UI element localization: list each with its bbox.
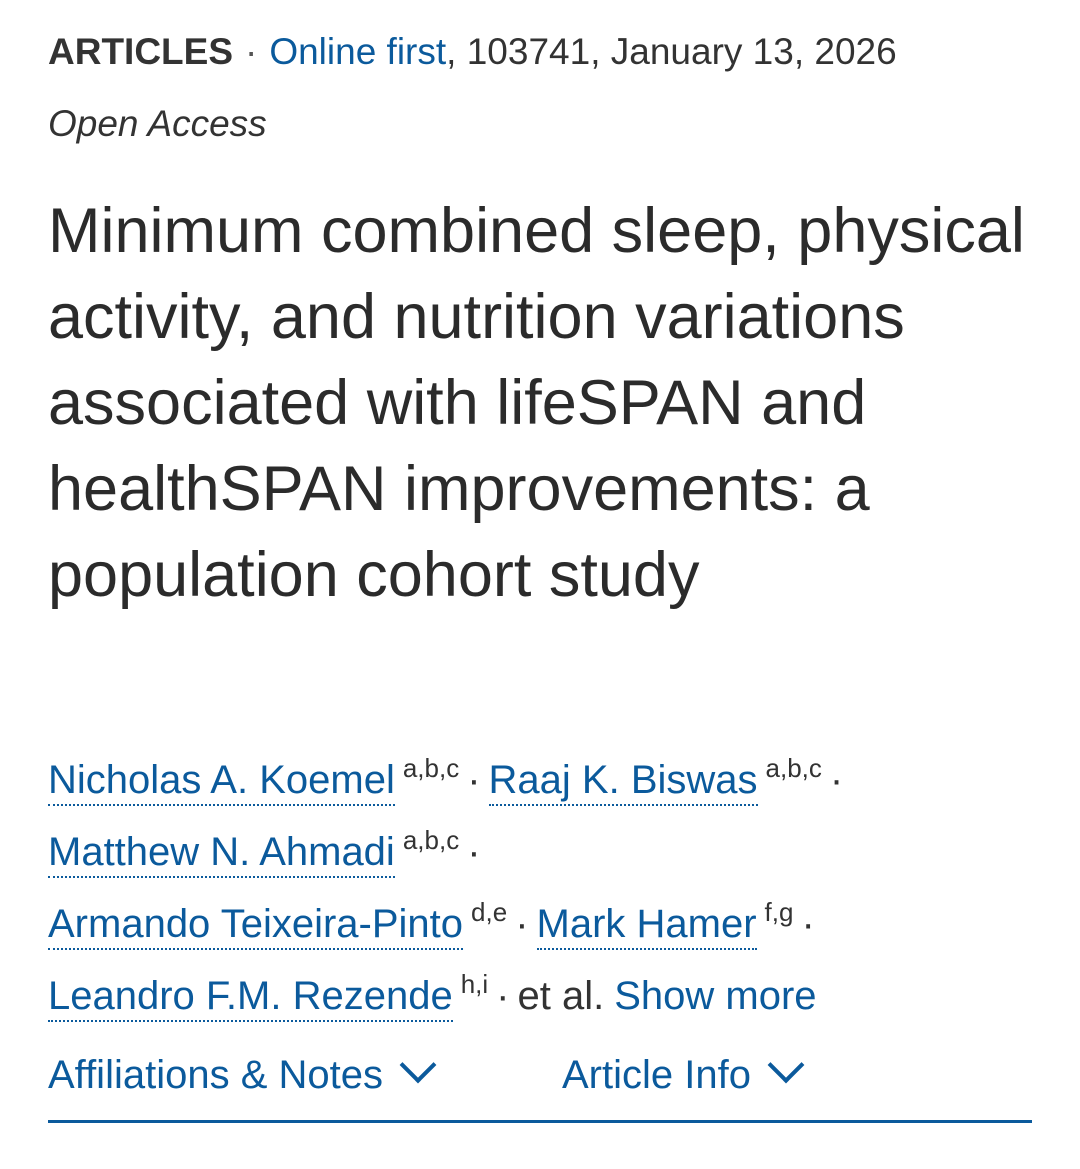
article-meta-line <box>48 28 897 76</box>
article-tabs <box>48 1046 1032 1123</box>
author-separator: · <box>467 830 481 874</box>
article-title: Minimum combined sleep, physical activity, and nutrition variations associated with lifeSPAN and healthSPAN improvements: a population cohort study <box>48 196 1025 610</box>
article-number-date: , 103741, January 13, 2026 <box>446 31 897 72</box>
author-affiliation-sup: a,b,c <box>402 753 460 783</box>
author-affiliation-sup: h,i <box>460 969 489 999</box>
author-link-teixeira-pinto[interactable]: Armando Teixeira-Pinto <box>48 902 463 950</box>
author-separator: · <box>515 902 529 946</box>
author-line <box>48 804 1038 876</box>
author-affiliation-sup: a,b,c <box>765 753 822 783</box>
meta-separator: · <box>245 31 258 72</box>
author-line <box>48 948 1038 1020</box>
chevron-down-icon <box>400 1047 437 1084</box>
author-affiliation-sup: f,g <box>764 897 794 927</box>
author-link-koemel[interactable]: Nicholas A. Koemel <box>48 758 395 806</box>
open-access-label: Open Access <box>48 103 267 144</box>
et-al-text: et al. <box>517 974 605 1018</box>
author-separator: · <box>829 758 844 802</box>
chevron-down-icon <box>768 1047 805 1084</box>
author-separator: · <box>496 974 510 1018</box>
section-label: ARTICLES <box>48 31 233 72</box>
author-separator: · <box>801 902 815 946</box>
affiliations-notes-toggle[interactable] <box>48 1046 431 1104</box>
author-link-rezende[interactable]: Leandro F.M. Rezende <box>48 974 453 1022</box>
author-separator: · <box>467 758 481 802</box>
article-info-label: Article Info <box>562 1053 751 1097</box>
author-line <box>48 732 1038 804</box>
affiliations-notes-label: Affiliations & Notes <box>48 1053 383 1097</box>
author-affiliation-sup: a,b,c <box>402 825 460 855</box>
author-link-hamer[interactable]: Mark Hamer <box>537 902 757 950</box>
author-affiliation-sup: d,e <box>471 897 508 927</box>
author-line <box>48 876 1038 948</box>
author-link-biswas[interactable]: Raaj K. Biswas <box>489 758 758 806</box>
online-first-link[interactable]: Online first <box>269 31 447 72</box>
article-info-toggle[interactable] <box>562 1046 799 1104</box>
author-list <box>48 732 1038 1020</box>
show-more-button[interactable]: Show more <box>614 974 817 1018</box>
author-link-ahmadi[interactable]: Matthew N. Ahmadi <box>48 830 395 878</box>
